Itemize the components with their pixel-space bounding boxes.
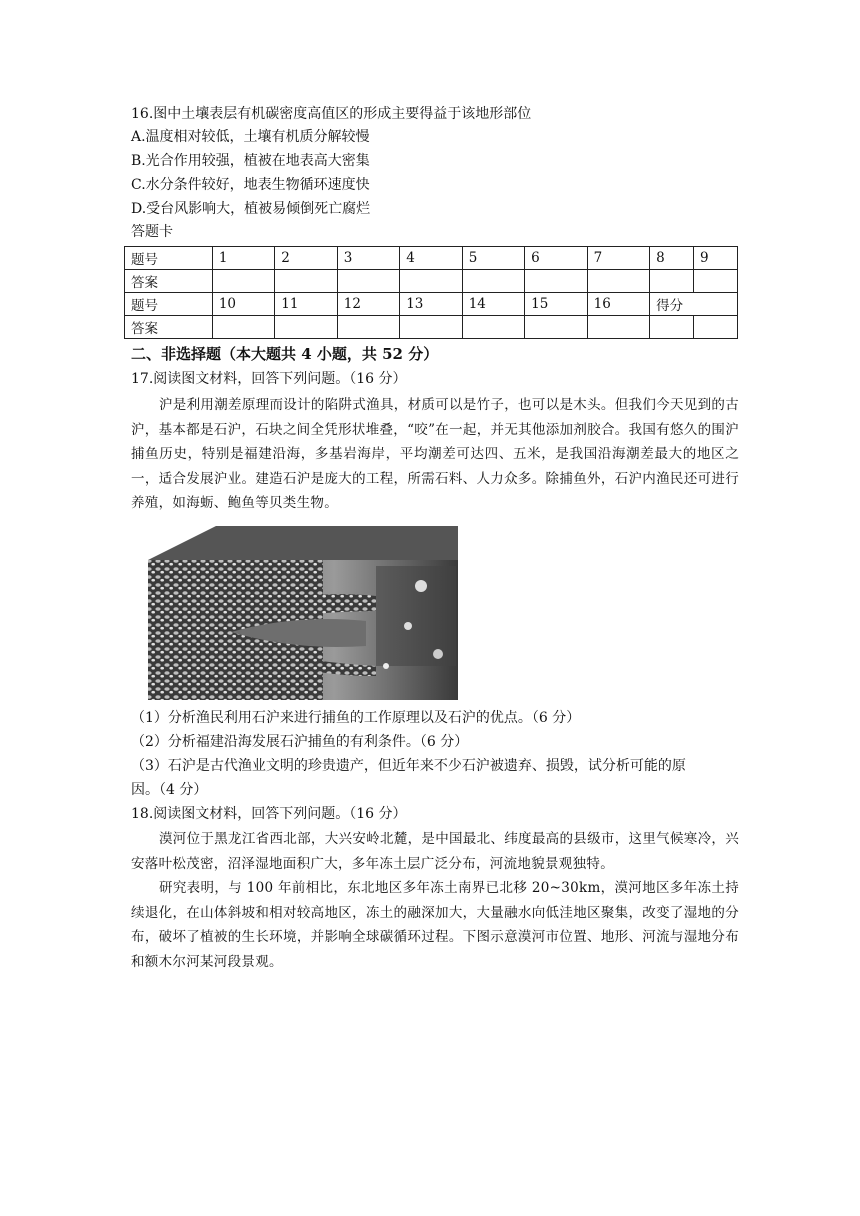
q17-sub3-line2: 因。（4 分） <box>131 782 208 798</box>
table-cell: 12 <box>337 293 399 316</box>
q16-option-c: C.水分条件较好，地表生物循环速度快 <box>131 177 370 193</box>
table-cell: 7 <box>587 247 649 270</box>
q16-stem: 16.图中土壤表层有机碳密度高值区的形成主要得益于该地形部位 <box>131 106 532 122</box>
answer-cell-3[interactable] <box>337 270 399 293</box>
table-cell: 1 <box>212 247 274 270</box>
table-cell: 2 <box>275 247 337 270</box>
answer-cell-2[interactable] <box>275 270 337 293</box>
table-cell: 题号 <box>125 293 213 316</box>
table-row <box>125 316 738 339</box>
table-row <box>125 247 738 270</box>
table-cell: 16 <box>587 293 649 316</box>
q17-stem: 17.阅读图文材料，回答下列问题。（16 分） <box>131 371 407 387</box>
stone-weir-photo <box>146 526 460 702</box>
table-cell: 答案 <box>125 270 213 293</box>
answer-card-table <box>124 246 738 339</box>
answer-cell-1[interactable] <box>212 270 274 293</box>
answer-cell-5[interactable] <box>462 270 524 293</box>
q17-sub2: （2）分析福建沿海发展石沪捕鱼的有利条件。（6 分） <box>131 734 469 750</box>
table-cell: 4 <box>400 247 462 270</box>
table-cell: 11 <box>275 293 337 316</box>
answer-cell-15[interactable] <box>525 316 587 339</box>
table-cell: 答案 <box>125 316 213 339</box>
q18-paragraph-1: 漠河位于黑龙江省西北部，大兴安岭北麓，是中国最北、纬度最高的县级市，这里气候寒冷，兴安落叶松茂密，沼泽湿地面积广大，多年冻土层广泛分布，河流地貌景观独特。 <box>131 831 739 872</box>
q16-option-d: D.受台风影响大，植被易倾倒死亡腐烂 <box>131 201 371 217</box>
answer-cell-7[interactable] <box>587 270 649 293</box>
table-cell: 8 <box>650 247 694 270</box>
q16-option-a: A.温度相对较低，土壤有机质分解较慢 <box>131 129 370 145</box>
q17-sub1: （1）分析渔民利用石沪来进行捕鱼的工作原理以及石沪的优点。（6 分） <box>131 710 581 726</box>
table-cell: 13 <box>400 293 462 316</box>
q17-passage: 沪是利用潮差原理而设计的陷阱式渔具，材质可以是竹子，也可以是木头。但我们今天见到的古沪，基本都是石沪，石块之间全凭形状堆叠，“咬”在一起，并无其他添加剂胶合。我国有悠久的围沪捕鱼历史，特别是福建沿海，多基岩海岸，平均潮差可达四、五米，是我国沿海潮差最大的地区之一，适合发展沪业。建造石沪是庞大的工程，所需石料、人力众多。除捕鱼外，石沪内渔民还可进行养殖，如海蛎、鲍鱼等贝类生物。 <box>131 397 739 511</box>
answer-cell-6[interactable] <box>525 270 587 293</box>
table-cell: 题号 <box>125 247 213 270</box>
table-cell: 15 <box>525 293 587 316</box>
table-row <box>125 270 738 293</box>
answer-cell-9[interactable] <box>694 270 738 293</box>
answer-cell-12[interactable] <box>337 316 399 339</box>
score-label-cell: 得分 <box>650 293 738 316</box>
answer-card-title: 答题卡 <box>131 224 173 240</box>
q18-paragraph-2: 研究表明，与 100 年前相比，东北地区多年冻土南界已北移 20~30km，漠河地区多年冻土持续退化，在山体斜坡和相对较高地区，冻土的融深加大，大量融水向低洼地区聚集，改变了湿地的分布，破坏了植被的生长环境，并影响全球碳循环过程。下图示意漠河市位置、地形、河流与湿地分布和额木尔河某河段景观。 <box>131 880 739 970</box>
answer-cell-13[interactable] <box>400 316 462 339</box>
q18-stem: 18.阅读图文材料，回答下列问题。（16 分） <box>131 806 407 822</box>
table-cell: 9 <box>694 247 738 270</box>
score-cell-a[interactable] <box>650 316 694 339</box>
section-heading: 二、非选择题（本大题共 4 小题，共 52 分） <box>131 345 439 363</box>
answer-cell-8[interactable] <box>650 270 694 293</box>
answer-cell-10[interactable] <box>212 316 274 339</box>
answer-cell-16[interactable] <box>587 316 649 339</box>
answer-cell-11[interactable] <box>275 316 337 339</box>
table-cell: 3 <box>337 247 399 270</box>
table-cell: 10 <box>212 293 274 316</box>
table-cell: 14 <box>462 293 524 316</box>
answer-cell-14[interactable] <box>462 316 524 339</box>
table-row <box>125 293 738 316</box>
score-cell-b[interactable] <box>694 316 738 339</box>
q17-sub3-line1: （3）石沪是古代渔业文明的珍贵遗产，但近年来不少石沪被遗弃、损毁，试分析可能的原 <box>131 758 686 774</box>
q16-option-b: B.光合作用较强，植被在地表高大密集 <box>131 153 370 169</box>
answer-cell-4[interactable] <box>400 270 462 293</box>
table-cell: 6 <box>525 247 587 270</box>
table-cell: 5 <box>462 247 524 270</box>
